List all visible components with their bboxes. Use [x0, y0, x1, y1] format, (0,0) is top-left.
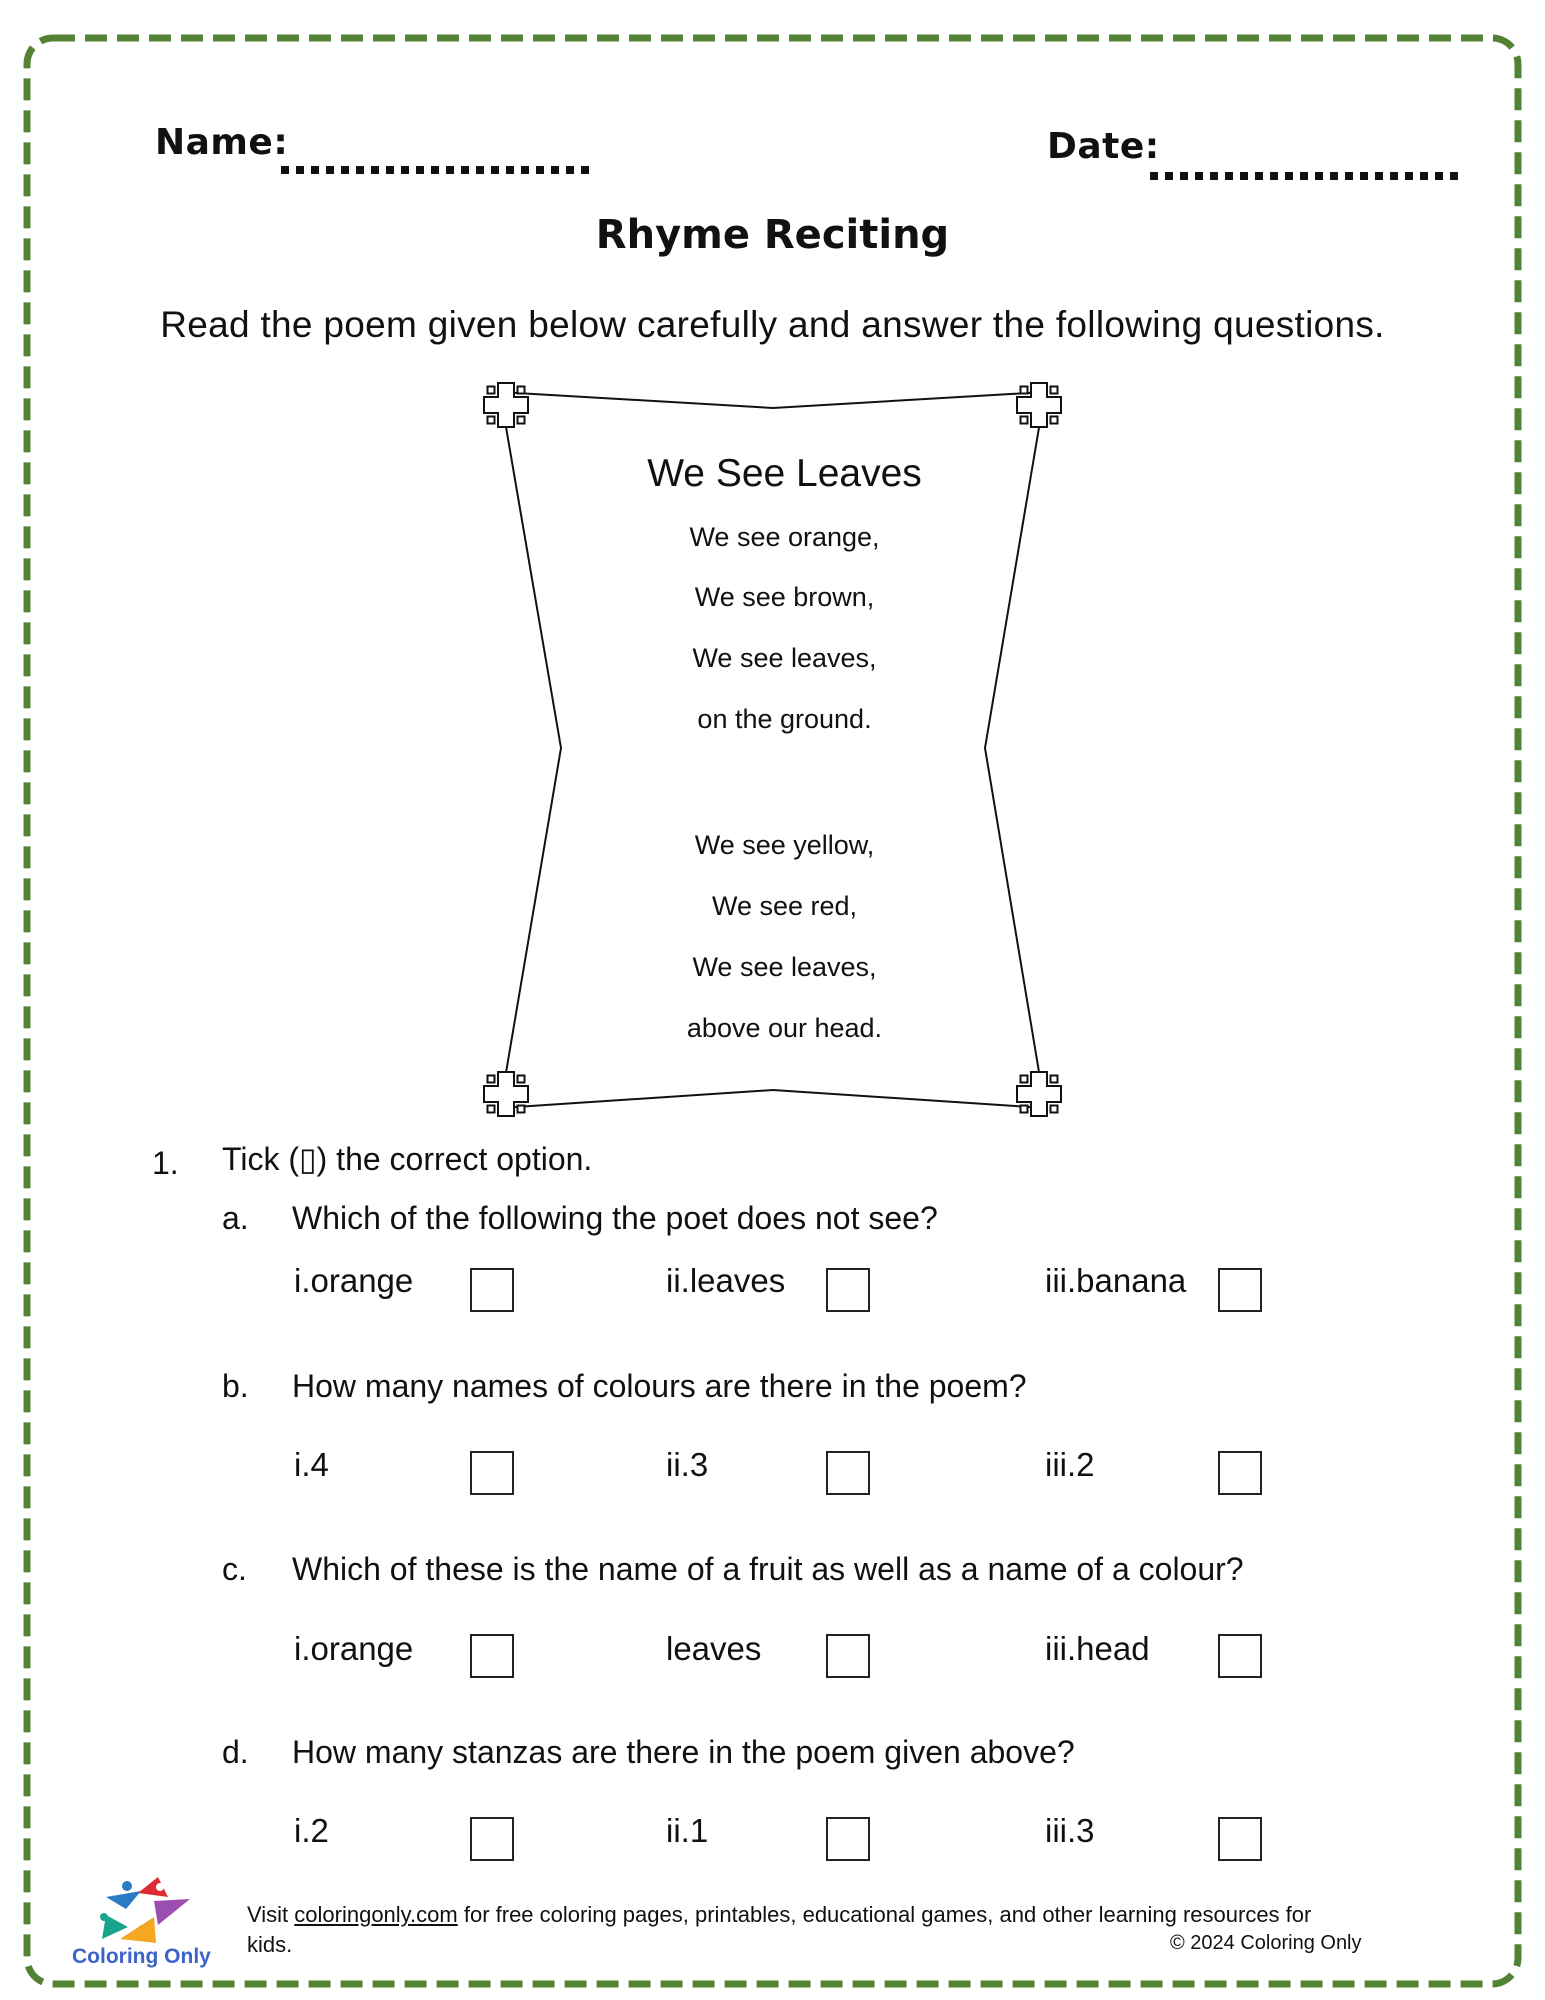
option-checkbox[interactable] [1218, 1268, 1262, 1312]
question-text: How many names of colours are there in the poem? [292, 1368, 1027, 1404]
question-text: How many stanzas are there in the poem given above? [292, 1734, 1075, 1770]
option-checkbox[interactable] [470, 1451, 514, 1495]
coloring-only-logo-icon [96, 1877, 196, 1945]
logo-head-purple [157, 1908, 167, 1918]
worksheet-title: Rhyme Reciting [595, 212, 950, 258]
logo-head-blue [122, 1881, 132, 1891]
corner-ornament-square [1051, 1076, 1058, 1083]
corner-ornament-square [488, 417, 495, 424]
footer-visit-line2: kids. [247, 1932, 293, 1957]
question-letter: d. [222, 1734, 249, 1770]
footer-visit-text [247, 1902, 1311, 1928]
option-checkbox[interactable] [826, 1634, 870, 1678]
corner-ornament-square [518, 1106, 525, 1113]
corner-ornament-square [488, 1106, 495, 1113]
corner-ornament-square [488, 1076, 495, 1083]
poem-line: above our head. [686, 1013, 883, 1043]
instruction-text: Read the poem given below carefully and answer the following questions. [160, 304, 1385, 345]
poem-frame-outline [500, 392, 1045, 1108]
logo-head-orange [138, 1925, 146, 1933]
option-label: ii.leaves [666, 1262, 786, 1299]
question-text: Which of the following the poet does not see? [292, 1200, 938, 1236]
poem-title: We See Leaves [647, 452, 922, 495]
option-label: i.2 [294, 1812, 329, 1849]
question-text: Which of these is the name of a fruit as well as a name of a colour? [292, 1551, 1244, 1587]
poem-line: We see leaves, [692, 643, 877, 673]
date-label: Date: [1047, 126, 1160, 167]
question-letter: b. [222, 1368, 249, 1404]
question-letter: a. [222, 1200, 249, 1236]
corner-ornament-square [518, 387, 525, 394]
poem-line: We see brown, [694, 582, 875, 612]
option-label: iii.2 [1045, 1446, 1095, 1483]
poem-line: on the ground. [697, 704, 872, 734]
logo-text: Coloring Only [72, 1945, 211, 1968]
corner-ornament-square [1051, 1106, 1058, 1113]
option-checkbox[interactable] [470, 1268, 514, 1312]
name-label: Name: [155, 122, 289, 163]
option-checkbox[interactable] [470, 1634, 514, 1678]
option-label: iii.3 [1045, 1812, 1095, 1849]
option-checkbox[interactable] [470, 1817, 514, 1861]
corner-ornament-square [518, 417, 525, 424]
option-label: i.orange [294, 1262, 414, 1299]
corner-ornament-square [518, 1076, 525, 1083]
corner-ornament-square [1051, 417, 1058, 424]
poem-line: We see orange, [689, 522, 880, 552]
option-label: ii.3 [666, 1446, 709, 1483]
option-label: ii.1 [666, 1812, 709, 1849]
logo-head-teal [100, 1913, 108, 1921]
option-label: iii.head [1045, 1630, 1150, 1667]
corner-ornament-square [1021, 417, 1028, 424]
question-letter: c. [222, 1551, 247, 1587]
option-label: leaves [666, 1630, 762, 1667]
option-checkbox[interactable] [826, 1451, 870, 1495]
corner-ornament-square [1021, 1076, 1028, 1083]
corner-ornament-square [1051, 387, 1058, 394]
option-checkbox[interactable] [1218, 1817, 1262, 1861]
option-label: iii.banana [1045, 1262, 1187, 1299]
section-number: 1. [152, 1145, 179, 1181]
poem-line: We see leaves, [692, 952, 877, 982]
corner-ornament-square [488, 387, 495, 394]
copyright-text: © 2024 Coloring Only [1170, 1932, 1362, 1954]
logo-head-red [156, 1883, 164, 1891]
footer-visit-prefix: Visit [247, 1902, 295, 1927]
poem-line: We see red, [711, 891, 858, 921]
coloringonly-link[interactable]: coloringonly.com [294, 1902, 458, 1927]
option-checkbox[interactable] [1218, 1451, 1262, 1495]
option-checkbox[interactable] [826, 1817, 870, 1861]
corner-ornament-square [1021, 1106, 1028, 1113]
option-checkbox[interactable] [826, 1268, 870, 1312]
logo-figure-orange [120, 1917, 156, 1943]
logo-figure-blue [106, 1891, 141, 1909]
section-instruction: Tick (▯) the correct option. [222, 1141, 593, 1177]
option-label: i.4 [294, 1446, 329, 1483]
footer-visit-suffix: for free coloring pages, printables, educational games, and other learning resources for [457, 1902, 1312, 1927]
option-label: i.orange [294, 1630, 414, 1667]
corner-ornament-square [1021, 387, 1028, 394]
option-checkbox[interactable] [1218, 1634, 1262, 1678]
poem-line: We see yellow, [694, 830, 875, 860]
